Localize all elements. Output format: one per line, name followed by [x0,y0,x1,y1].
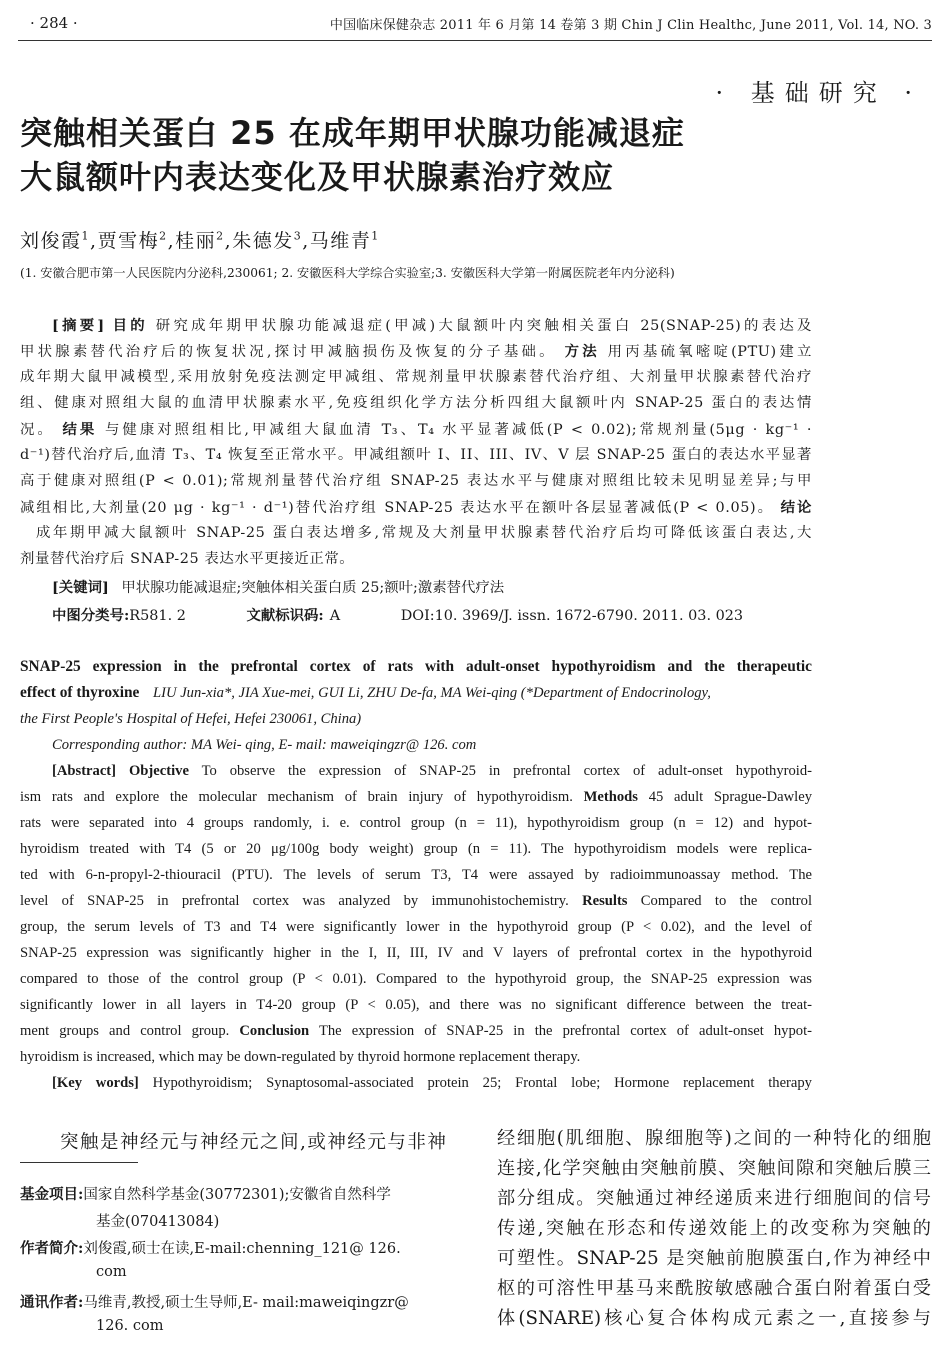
clc-label: 中图分类号: [52,607,130,624]
en-keywords-label: [Key words] [52,1075,139,1091]
section-tag: · 基础研究 · [715,79,922,107]
footnote-corresponding [20,1290,409,1316]
author-affil-mark: 2 [216,229,225,243]
en-authors: LIU Jun-xia*, JIA Xue-mei, GUI Li, ZHU De-fa, MA Wei-qing (*Department of Endocrinology, [153,685,711,701]
cn-abstract-line [52,313,812,339]
en-keywords [52,1070,812,1096]
en-methods-label: Methods [583,789,638,805]
cn-results-label: 结果 [62,421,98,438]
cn-abstract-line: d⁻¹)替代治疗后,血清 T₃、T₄ 恢复至正常水平。甲减组额叶 I、II、III、IV、V 层 SNAP-25 蛋白的表达水平显著 [20,447,812,463]
en-affiliation: the First People's Hospital of Hefei, Hefei 230061, China) [20,711,362,727]
footnote-rule [20,1162,138,1163]
cn-keywords-label: [关键词] [52,579,109,596]
body-text-right-line: 传递,突触在形态和传递效能上的改变称为突触的 [497,1218,931,1239]
en-abstract-line [20,1018,812,1044]
cn-keywords [52,576,504,597]
footnote-fund-cont: 基金(070413084) [96,1214,220,1230]
body-text-right-line: 连接,化学突触由突触前膜、突触间隙和突触后膜三 [497,1158,931,1179]
en-conclusion-label: Conclusion [239,1023,310,1039]
cn-abstract-line [20,495,812,521]
cn-abstract-line: 成年期甲减大鼠额叶 SNAP-25 蛋白表达增多,常规及大剂量甲状腺素替代治疗后均可降低该蛋白表达,大 [36,525,812,541]
author-name: 桂丽 [175,230,217,252]
en-abstract-line [20,784,812,810]
author-affil-mark: 1 [371,229,380,243]
cn-abstract-text: 甲状腺素替代治疗后的恢复状况,探讨甲减脑损伤及恢复的分子基础。 [20,344,557,360]
cn-abstract-line [20,339,812,365]
cn-abstract-text: 研究成年期甲状腺功能减退症(甲减)大鼠额叶内突触相关蛋白 25(SNAP-25)的表达及 [155,318,812,334]
en-abstract-text: Compared to the control [640,893,812,909]
cn-abstract-text: 况。 [20,422,55,438]
clc-value: R581. 2 [129,608,186,624]
author-name: 马维青 [309,230,372,252]
cn-abstract-line [20,417,812,443]
en-title-line-2 [20,680,812,706]
body-text-right-line: 部分组成。突触通过神经递质来进行细胞间的信号 [497,1188,931,1209]
author-name: 朱德发 [232,230,294,252]
en-results-label: Results [582,893,628,909]
fund-label: 基金项目: [20,1186,84,1203]
footnote-fund [20,1182,391,1208]
doc-code-label: 文献标识码: [246,607,324,624]
doi: DOI:10. 3969/J. issn. 1672-6790. 2011. 03. 023 [400,608,744,624]
corr-text: 马维青,教授,硕士生导师,E- mail:maweiqingzr@ [83,1295,409,1311]
article-title-line-1: 突触相关蛋白 25 在成年期甲状腺功能减退症 [20,114,685,152]
en-objective-label: Objective [128,763,189,779]
author-name: 刘俊霞 [20,230,82,252]
cn-abstract-line: 组、健康对照组大鼠的血清甲状腺素水平,免疫组织化学方法分析四组大鼠额叶内 SNAP-25 蛋白的表达情 [20,395,812,411]
en-abstract-line [52,758,812,784]
author-affiliations: (1. 安徽合肥市第一人民医院内分泌科,230061; 2. 安徽医科大学综合实验室;3. 安徽医科大学第一附属医院老年内分泌科) [20,266,675,280]
article-title-line-2: 大鼠额叶内表达变化及甲状腺素治疗效应 [20,158,615,196]
author-name: 贾雪梅 [97,230,160,252]
en-abstract-text: ment groups and control group. [20,1023,230,1039]
author-affil-mark: 2 [159,229,168,243]
doc-code-value: A [329,608,341,624]
author-list: 刘俊霞$^1$,贾雪梅$^2$,桂丽$^2$,朱德发$^3$,马维青$^1$ [20,229,380,252]
cn-objective-label: 目的 [112,317,148,334]
classification-line [52,604,743,625]
cn-conclusion-label: 结论 [780,499,812,516]
en-abstract-text: level of SNAP-25 in prefrontal cortex was analyzed by immunohistochemistry. [20,893,569,909]
author-bio-text: 刘俊霞,硕士在读,E-mail:chenning_121@ 126. [83,1241,401,1257]
en-abstract-line: rats were separated into 4 groups randomly, i. e. control group (n = 11), hypothyroidism group (n = 12) and hypot- [20,815,812,831]
body-text-right-line: 经细胞(肌细胞、腺细胞等)之间的一种特化的细胞 [497,1128,931,1149]
en-title-text: effect of thyroxine [20,684,140,701]
cn-keywords-text: 甲状腺功能减退症;突触体相关蛋白质 25;额叶;激素替代疗法 [121,580,505,596]
en-abstract-text: The expression of SNAP-25 in the prefrontal cortex of adult-onset hypot- [318,1023,812,1039]
cn-abstract-text: 用丙基硫氧嘧啶(PTU)建立 [607,344,812,360]
author-affil-mark: 3 [293,229,303,243]
body-text-right-line: 可塑性。SNAP-25 是突触前胞膜蛋白,作为神经中 [497,1248,931,1269]
footnote-author [20,1236,401,1262]
en-abstract-line: hyroidism treated with T4 (5 or 20 μg/100g body weight) group (n = 11). The hypothyroidism models were replica- [20,841,812,857]
body-text-right-line: 枢的可溶性甲基马来酰胺敏感融合蛋白附着蛋白受 [497,1278,931,1299]
en-title-line-1: SNAP-25 expression in the prefrontal cortex of rats with adult-onset hypothyroidism and the therapeutic [20,658,812,675]
en-abstract-line: ted with 6-n-propyl-2-thiouracil (PTU). The levels of serum T3, T4 were assayed by radioimmunoassay method. The [20,867,812,883]
cn-abstract-text: 减组相比,大剂量(20 μg · kg⁻¹ · d⁻¹)替代治疗组 SNAP-25 表达水平在额叶各层显著减低(P < 0.05)。 [20,500,775,516]
cn-abstract-text: 与健康对照组相比,甲减组大鼠血清 T₃、T₄ 水平显著减低(P < 0.02);常规剂量(5μg · kg⁻¹ · [104,422,812,438]
fund-text: 国家自然科学基金(30772301);安徽省自然科学 [83,1187,391,1203]
author-affil-mark: 1 [81,229,91,243]
page-number: · 284 · [30,14,78,32]
body-text-left: 突触是神经元与神经元之间,或神经元与非神 [60,1132,448,1153]
journal-header: 中国临床保健杂志 2011 年 6 月第 14 卷第 3 期 Chin J Clin Healthc, June 2011, Vol. 14, NO. 3 [329,18,932,33]
en-keywords-text: Hypothyroidism; Synaptosomal-associated protein 25; Frontal lobe; Hormone replacement therapy [152,1075,812,1091]
en-abstract-text: To observe the expression of SNAP-25 in prefrontal cortex of adult-onset hypothyroid- [201,763,812,779]
en-abstract-label: [Abstract] [52,763,117,779]
footnote-corresponding-cont: 126. com [96,1318,164,1334]
en-corresponding: Corresponding author: MA Wei- qing, E- mail: maweiqingzr@ 126. com [52,737,477,753]
en-abstract-text: 45 adult Sprague-Dawley [648,789,812,805]
en-abstract-line [20,888,812,914]
cn-methods-label: 方法 [564,343,600,360]
corr-label: 通讯作者: [20,1294,84,1311]
en-abstract-line: hyroidism is increased, which may be down-regulated by thyroid hormone replacement therapy. [20,1049,581,1065]
cn-abstract-line: 成年期大鼠甲减模型,采用放射免疫法测定甲减组、常规剂量甲状腺素替代治疗组、大剂量甲状腺素替代治疗 [20,369,812,385]
author-bio-label: 作者简介: [20,1240,84,1257]
body-text-right-line: 体(SNARE)核心复合体构成元素之一,直接参与 [497,1308,931,1329]
footnote-author-cont: com [96,1264,127,1280]
header-rule [18,40,932,41]
cn-abstract-line: 剂量替代治疗后 SNAP-25 表达水平更接近正常。 [20,551,355,567]
en-abstract-line: significantly lower in all layers in T4-20 group (P < 0.05), and there was no significant difference between the treat- [20,997,812,1013]
en-abstract-line: SNAP-25 expression was significantly higher in the I, II, III, IV and V layers of prefrontal cortex in the hypothyroid [20,945,812,961]
en-abstract-text: ism rats and explore the molecular mechanism of brain injury of hypothyroidism. [20,789,573,805]
cn-abstract-line: 高于健康对照组(P < 0.01);常规剂量替代治疗组 SNAP-25 表达水平与健康对照组比较未见明显差异;与甲 [20,473,812,489]
en-abstract-line: group, the serum levels of T3 and T4 were significantly lower in the hypothyroid group (P < 0.02), and the level of [20,919,812,935]
en-abstract-line: compared to those of the control group (P < 0.01). Compared to the hypothyroid group, the SNAP-25 expression was [20,971,812,987]
cn-abstract-label: [摘要] [52,317,105,334]
